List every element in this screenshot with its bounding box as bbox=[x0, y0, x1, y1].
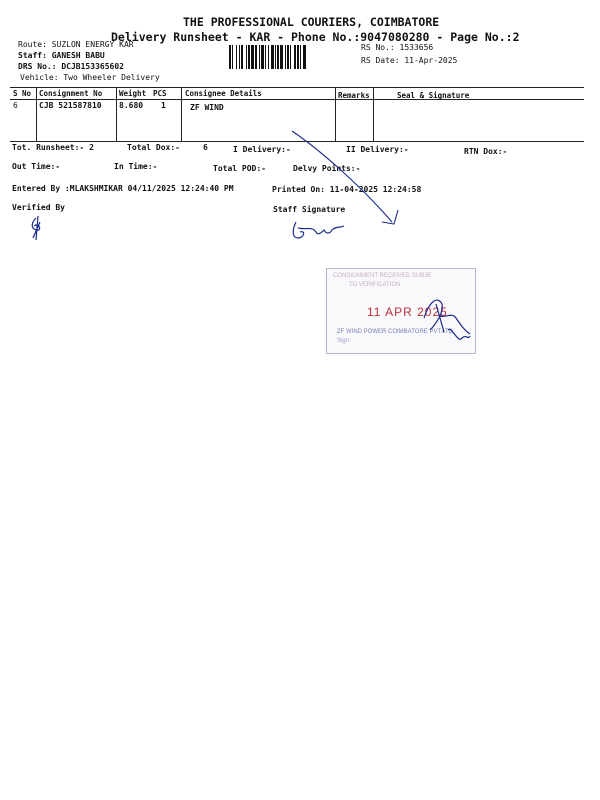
cell-consignee: ZF WIND bbox=[190, 103, 224, 112]
total-dox-value: 6 bbox=[203, 143, 208, 152]
printed-on: Printed On: 11-04-2025 12:24:58 bbox=[272, 185, 422, 194]
total-dox-label: Total Dox:- bbox=[127, 143, 180, 152]
stamp-line-4: Sign: bbox=[337, 338, 351, 344]
header-sno: S No bbox=[13, 89, 32, 98]
cell-pcs: 1 bbox=[161, 101, 166, 110]
stamp-line-1: CONSIGNMENT RECEIVED SUBJE bbox=[333, 273, 432, 279]
table-header-border bbox=[10, 99, 584, 100]
header-seal-signature: Seal & Signature bbox=[397, 91, 470, 100]
delvy-points: Delvy Points:- bbox=[293, 164, 361, 173]
drs-number: DRS No.: DCJB153365602 bbox=[18, 62, 124, 71]
col-divider bbox=[181, 87, 182, 141]
verified-by-label: Verified By bbox=[12, 203, 65, 212]
staff-text: Staff: GANESH BABU bbox=[18, 51, 105, 60]
receipt-stamp bbox=[326, 268, 476, 354]
stamp-date: 11 APR 2025 bbox=[367, 305, 448, 319]
table-top-border bbox=[10, 87, 584, 88]
vehicle-text: Vehicle: Two Wheeler Delivery bbox=[20, 73, 160, 82]
verified-signature bbox=[32, 216, 40, 240]
rs-number: RS No.: 1533656 bbox=[361, 43, 434, 52]
rs-date: RS Date: 11-Apr-2025 bbox=[361, 56, 458, 65]
rtn-dox: RTN Dox:- bbox=[464, 147, 508, 156]
cell-sno: 6 bbox=[13, 101, 18, 110]
header-weight: Weight bbox=[119, 89, 147, 98]
header-pcs: PCS bbox=[153, 89, 167, 98]
col-divider bbox=[373, 87, 374, 141]
cell-consignment: CJB 521587810 bbox=[39, 101, 102, 110]
ii-delivery: II Delivery:- bbox=[346, 145, 409, 154]
route-text: Route: SUZLON ENERGY KAR bbox=[18, 40, 134, 49]
col-divider bbox=[116, 87, 117, 141]
cell-weight: 8.680 bbox=[119, 101, 144, 110]
pen-arrow-head bbox=[382, 210, 398, 224]
staff-signature bbox=[293, 222, 344, 238]
entered-by: Entered By :MLAKSHMIKAR 04/11/2025 12:24:40 PM bbox=[12, 184, 234, 193]
tot-runsheet: Tot. Runsheet:- 2 bbox=[12, 143, 94, 152]
runsheet-subtitle: Delivery Runsheet - KAR - Phone No.:9047080280 - Page No.:2 bbox=[111, 30, 520, 44]
i-delivery: I Delivery:- bbox=[233, 145, 291, 154]
barcode bbox=[229, 45, 353, 69]
col-divider bbox=[36, 87, 37, 141]
header-remarks: Remarks bbox=[338, 91, 370, 100]
header-consignment: Consignment No bbox=[39, 89, 103, 98]
table-bottom-border bbox=[10, 141, 584, 142]
in-time: In Time:- bbox=[114, 162, 158, 171]
total-pod: Total POD:- bbox=[213, 164, 266, 173]
out-time: Out Time:- bbox=[12, 162, 61, 171]
stamp-line-3: ZF WIND POWER COIMBATORE PVT.LTD. bbox=[337, 329, 455, 335]
header-consignee: Consignee Details bbox=[185, 89, 262, 98]
staff-signature-label: Staff Signature bbox=[273, 205, 346, 214]
stamp-line-2: TO VERIFICATION bbox=[349, 282, 401, 288]
company-title: THE PROFESSIONAL COURIERS, COIMBATORE bbox=[183, 15, 440, 29]
col-divider bbox=[335, 87, 336, 141]
